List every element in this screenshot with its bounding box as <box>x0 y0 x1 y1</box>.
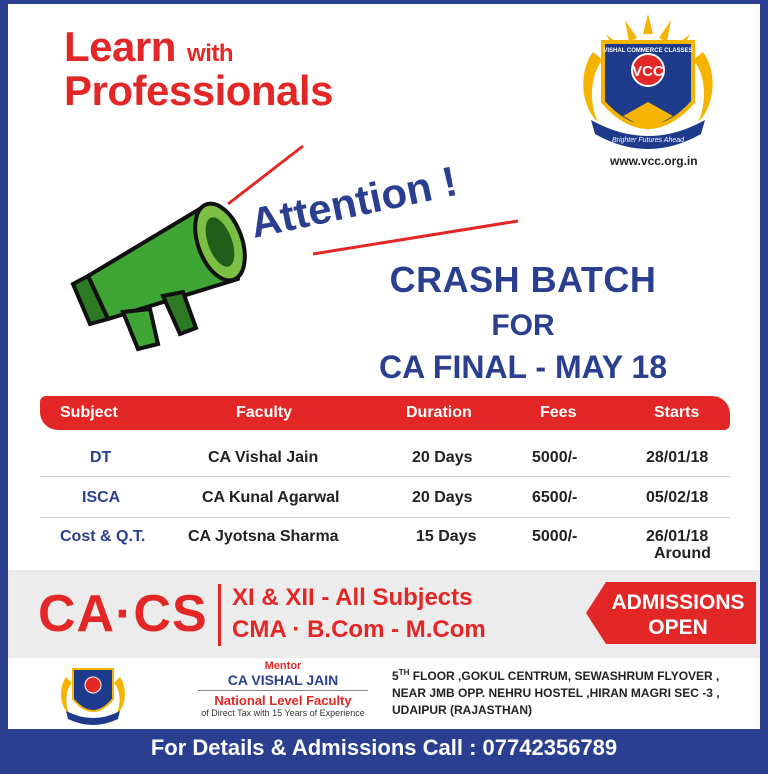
logo-vcc-text: VCC <box>632 63 664 80</box>
attention-banner <box>218 126 528 266</box>
crash-batch-line1: CRASH BATCH <box>389 259 657 300</box>
cell-starts: 05/02/18 <box>646 489 709 506</box>
attention-text: Attention ! <box>246 157 462 247</box>
crash-batch-line2: FOR <box>491 309 555 342</box>
cell-duration: 15 Days <box>416 528 477 545</box>
cell-starts-note: Around <box>654 545 711 562</box>
header-fees: Fees <box>540 404 577 421</box>
address-floor-sup: TH <box>398 668 410 677</box>
headline-with: with <box>187 40 234 67</box>
megaphone-icon <box>68 184 258 364</box>
cell-starts: 28/01/18 <box>646 449 709 466</box>
table-header <box>40 396 730 430</box>
crash-batch-line3: CA FINAL - MAY 18 <box>378 349 668 385</box>
cell-fees: 6500/- <box>532 489 578 506</box>
header-faculty: Faculty <box>236 404 293 421</box>
vcc-small-logo <box>58 659 128 729</box>
headline <box>64 23 333 114</box>
divider <box>218 584 221 646</box>
address-line3: UDAIPUR (RAJASTHAN) <box>392 703 532 717</box>
mentor-title: National Level Faculty <box>214 693 352 708</box>
course-line2: CMA · B.Com - M.Com <box>232 616 486 643</box>
logo-arc-text: VISHAL COMMERCE CLASSES <box>603 48 693 54</box>
headline-learn: Learn <box>64 23 176 70</box>
mentor-subtitle: of Direct Tax with 15 Years of Experience <box>201 708 365 718</box>
address <box>392 664 720 719</box>
course-line1: XI & XII - All Subjects <box>232 584 473 611</box>
admissions-line1: ADMISSIONS <box>611 591 745 614</box>
course-list <box>232 582 486 646</box>
cell-duration: 20 Days <box>412 449 473 466</box>
address-floor-num: 5 <box>392 669 399 683</box>
logo-tagline: Brighter Futures Ahead <box>611 137 685 144</box>
header-subject: Subject <box>60 404 118 421</box>
vcc-logo <box>573 12 723 172</box>
cell-subject: ISCA <box>82 489 121 506</box>
header-duration: Duration <box>406 404 472 421</box>
admissions-line2: OPEN <box>648 616 708 639</box>
ca-cs-heading: CA·CS <box>38 585 208 643</box>
cell-subject: DT <box>90 449 112 466</box>
logo-url: www.vcc.org.in <box>610 154 698 168</box>
admissions-open-badge <box>586 582 756 644</box>
mentor-info <box>198 660 368 718</box>
table-row <box>40 436 730 477</box>
cell-duration: 20 Days <box>412 489 473 506</box>
cell-faculty: CA Kunal Agarwal <box>202 489 340 506</box>
mentor-label: Mentor <box>264 660 302 672</box>
cell-starts: 26/01/18 <box>646 528 709 545</box>
cell-fees: 5000/- <box>532 528 578 545</box>
table-row <box>40 518 730 566</box>
headline-professionals: Professionals <box>64 67 333 114</box>
address-line1: FLOOR ,GOKUL CENTRUM, SEWASHRUM FLYOVER , <box>409 669 720 683</box>
table-row <box>40 477 730 518</box>
cell-faculty: CA Vishal Jain <box>208 449 319 466</box>
header-starts: Starts <box>654 404 700 421</box>
cell-faculty: CA Jyotsna Sharma <box>188 528 339 545</box>
cell-fees: 5000/- <box>532 449 578 466</box>
contact-footer: For Details & Admissions Call : 07742356789 <box>8 729 760 766</box>
address-line2: NEAR JMB OPP. NEHRU HOSTEL ,HIRAN MAGRI SEC -3 , <box>392 686 720 700</box>
poster <box>8 4 760 766</box>
crash-batch-heading <box>358 259 688 386</box>
cell-subject: Cost & Q.T. <box>60 528 146 545</box>
mentor-name: CA VISHAL JAIN <box>198 672 368 691</box>
